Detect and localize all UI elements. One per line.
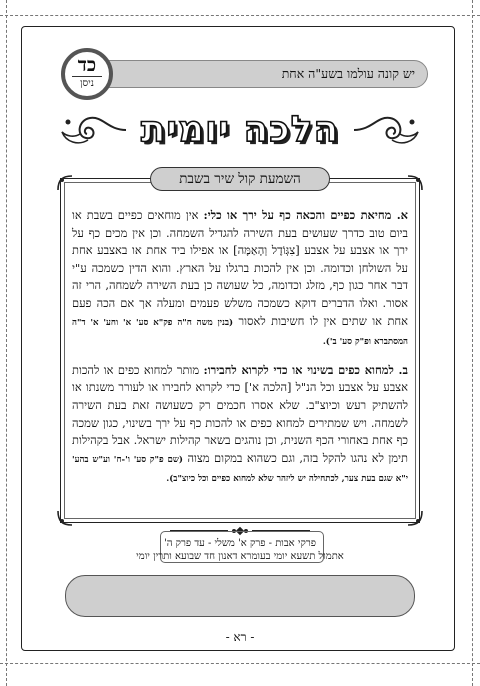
- date-month: ניסן: [72, 76, 102, 91]
- section-a-heading: א. מחיאת כפיים והכאה כף על ירך או כלי:: [203, 208, 408, 222]
- section-a-text: אין מוחאים כפיים בשבת או ביום טוב כדרך שעושים בעת השירה להגדיל השמחה. וכן אין מכים כף על ירך או אצבע על אצבע [צִגְּוֹדֶל וְהָאַמָּה] או אפילו ביד אחת או באצבע אחת על השולחן וכדומה. וכן אין להכות ברגלו על הארץ. והוא הדין כשמכה ע"י דבר אחר כגון כף, מזלג וכדומה, כל שעושה כן בעת השירה לשמחה, הרי זה אסור. ואלו הדברים דוקא כשמכה משלש פעמים ומעלה אך אם הכה פעם אחת או שתים אין לו חשיבות לאסור: [72, 208, 408, 328]
- topic-heading: [150, 167, 330, 191]
- footer-study-schedule: פרקי אבות - פרק א' משלי - עד פרק ה': [163, 538, 316, 549]
- dashed-border-left: [6, 0, 7, 686]
- section-a-reference: (בנין משה ח"ה פק"א סע' א' וחע' א' ד"ה המסתברא ופ"ק סע' ב').: [72, 317, 408, 348]
- section-b-reference: (שם פ"ק סע' ו'-ח' וע"ש בהע' י"א שגם בעת צער, לכתחילה יש ליזהר שלא למחוא כפיים וכל כיוצ"ב).: [72, 454, 408, 485]
- corner-ornament: [406, 174, 424, 192]
- date-badge: [61, 48, 113, 100]
- corner-ornament: [406, 509, 424, 527]
- dashed-border-bottom: [0, 663, 480, 664]
- page-number: - רא -: [225, 630, 255, 644]
- section-b: [72, 362, 408, 489]
- corner-ornament: [56, 174, 74, 192]
- topic-heading-text: השמעת קול שיר בשבת: [179, 171, 301, 187]
- header-banner: [96, 60, 428, 88]
- header-banner-text: יש קונה עולמו בשע"ה אחת: [281, 66, 415, 81]
- page-title: הלכה יומית: [140, 109, 340, 150]
- halacha-body: [72, 207, 408, 499]
- corner-ornament: [56, 509, 74, 527]
- bottom-banner: [65, 575, 415, 617]
- dashed-border-top: [0, 15, 480, 16]
- footer-omer-count: אתמול תשעא יומי בעומרא דאנון חד שבועא ותרין יומי: [136, 551, 344, 562]
- dashed-border-right: [472, 0, 473, 686]
- date-day: כד: [77, 54, 97, 76]
- section-b-text: מותר למחוא כפים או להכות אצבע על אצבע וכל הנ"ל [הלכה א'] כדי לקרוא לחבירו או לעורר משנתו או להשתיק רעש וכיוצ"ב. שלא אסרו חכמים רק כשעושה זאת בעת השירה לשמחה. ויש שמתירים למחוא כפים או להכות כף על ירך בשינוי, כגון שמכה כף אחת באחורי הכף השנית, וכן נוהגים בשאר קהילות ישראל. אבל בקהילות תימן לא נהגו להקל בזה, וגם כשהוא במקום מצוה: [72, 362, 408, 465]
- section-a: [72, 207, 408, 352]
- section-b-heading: ב. למחוא כפים בשינוי או כדי לקרוא לחבירו:: [203, 362, 408, 377]
